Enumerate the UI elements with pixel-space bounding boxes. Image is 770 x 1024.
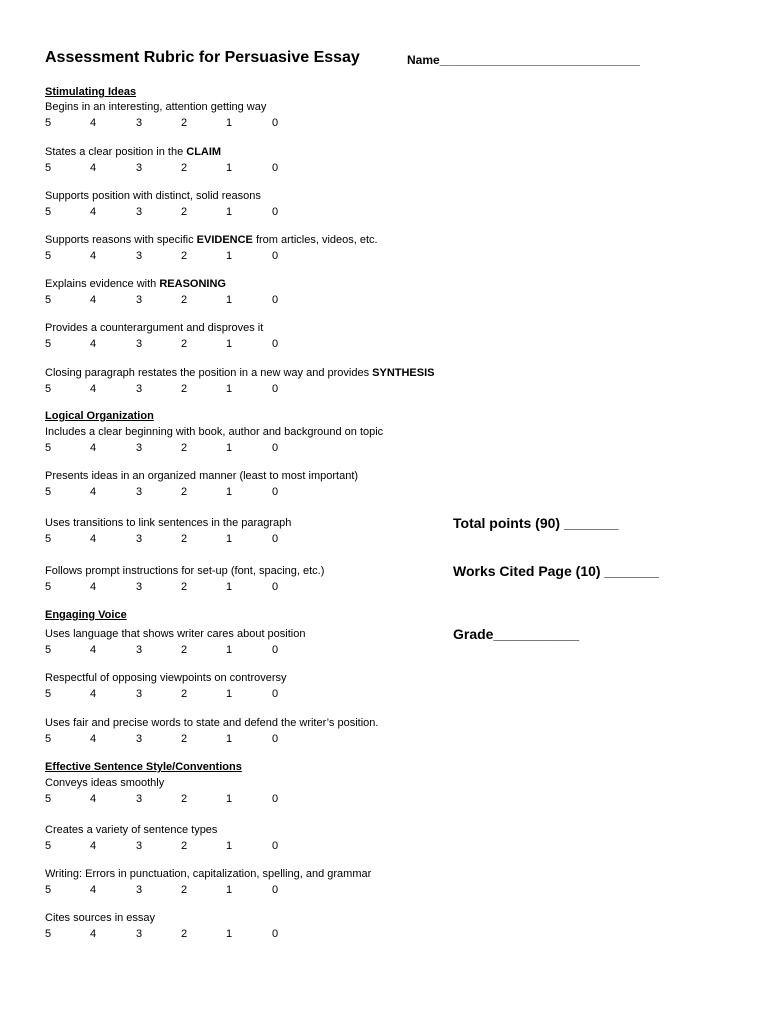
score-option: 1 (226, 533, 233, 545)
score-option: 1 (226, 644, 233, 656)
criterion-text (45, 278, 226, 290)
criterion-keyword: CLAIM (186, 146, 222, 158)
score-option: 2 (181, 688, 188, 700)
score-option: 1 (226, 486, 233, 498)
score-option: 2 (181, 793, 188, 805)
score-option: 5 (45, 840, 52, 852)
score-option: 0 (272, 533, 279, 545)
score-option: 3 (136, 581, 143, 593)
score-option: 3 (136, 250, 143, 262)
score-option: 3 (136, 206, 143, 218)
score-option: 3 (136, 840, 143, 852)
criterion-text (45, 101, 266, 113)
score-option: 5 (45, 533, 52, 545)
score-option: 2 (181, 581, 188, 593)
score-option: 1 (226, 688, 233, 700)
score-option: 2 (181, 884, 188, 896)
section-heading: Engaging Voice (45, 609, 127, 621)
score-option: 2 (181, 338, 188, 350)
score-option: 5 (45, 162, 52, 174)
score-option: 0 (272, 442, 279, 454)
score-option: 5 (45, 206, 52, 218)
score-option: 2 (181, 840, 188, 852)
score-option: 2 (181, 250, 188, 262)
score-option: 0 (272, 117, 279, 129)
criterion-text-part: Explains evidence with (45, 278, 160, 290)
score-option: 2 (181, 928, 188, 940)
score-option: 0 (272, 162, 279, 174)
score-option: 1 (226, 250, 233, 262)
score-option: 4 (90, 793, 97, 805)
score-option: 0 (272, 581, 279, 593)
criterion-text-part: Respectful of opposing viewpoints on controversy (45, 672, 287, 684)
score-option: 3 (136, 688, 143, 700)
score-option: 2 (181, 383, 188, 395)
criterion-text-part: from articles, videos, etc. (252, 234, 378, 246)
criterion-text-part: Uses transitions to link sentences in the paragraph (45, 517, 292, 529)
criterion-text-part: Uses fair and precise words to state and defend the writer’s position. (45, 717, 379, 729)
score-option: 5 (45, 442, 52, 454)
name-field-label: Name______________________________ (407, 53, 640, 67)
score-option: 1 (226, 884, 233, 896)
criterion-text (45, 146, 221, 158)
score-option: 1 (226, 206, 233, 218)
criterion-text (45, 322, 263, 334)
score-option: 4 (90, 338, 97, 350)
score-option: 5 (45, 486, 52, 498)
score-option: 5 (45, 294, 52, 306)
score-option: 4 (90, 533, 97, 545)
score-option: 1 (226, 793, 233, 805)
criterion-text-part: Provides a counterargument and disproves it (45, 322, 264, 334)
score-option: 2 (181, 294, 188, 306)
score-option: 4 (90, 383, 97, 395)
score-option: 0 (272, 486, 279, 498)
score-option: 3 (136, 486, 143, 498)
score-option: 4 (90, 688, 97, 700)
score-option: 3 (136, 383, 143, 395)
criterion-text (45, 470, 358, 482)
score-option: 4 (90, 162, 97, 174)
score-option: 1 (226, 581, 233, 593)
criterion-text-part: Cites sources in essay (45, 912, 156, 924)
section-heading: Effective Sentence Style/Conventions (45, 761, 242, 773)
section-heading: Logical Organization (45, 410, 154, 422)
score-option: 1 (226, 162, 233, 174)
score-option: 0 (272, 928, 279, 940)
criterion-text (45, 824, 217, 836)
score-option: 1 (226, 338, 233, 350)
score-option: 4 (90, 206, 97, 218)
score-option: 0 (272, 338, 279, 350)
total-points-label: Total points (90) _______ (453, 515, 619, 531)
score-option: 4 (90, 581, 97, 593)
criterion-text (45, 517, 291, 529)
score-option: 4 (90, 840, 97, 852)
score-option: 2 (181, 486, 188, 498)
score-option: 5 (45, 644, 52, 656)
score-option: 3 (136, 733, 143, 745)
score-option: 0 (272, 884, 279, 896)
score-option: 2 (181, 442, 188, 454)
criterion-text (45, 367, 435, 379)
criterion-keyword: REASONING (159, 278, 226, 290)
score-option: 5 (45, 733, 52, 745)
score-option: 2 (181, 117, 188, 129)
criterion-text (45, 912, 155, 924)
criterion-text-part: Writing: Errors in punctuation, capitalization, spelling, and grammar (45, 868, 372, 880)
score-option: 5 (45, 338, 52, 350)
score-option: 1 (226, 733, 233, 745)
section-heading: Stimulating Ideas (45, 86, 137, 98)
score-option: 3 (136, 884, 143, 896)
score-option: 5 (45, 793, 52, 805)
score-option: 4 (90, 884, 97, 896)
score-option: 0 (272, 688, 279, 700)
score-option: 3 (136, 442, 143, 454)
score-option: 4 (90, 733, 97, 745)
criterion-text (45, 426, 383, 438)
criterion-keyword: SYNTHESIS (372, 367, 435, 379)
score-option: 5 (45, 581, 52, 593)
score-option: 2 (181, 644, 188, 656)
score-option: 0 (272, 733, 279, 745)
score-option: 3 (136, 162, 143, 174)
score-option: 3 (136, 533, 143, 545)
criterion-text-part: Closing paragraph restates the position in a new way and provides (45, 367, 373, 379)
score-option: 5 (45, 688, 52, 700)
score-option: 4 (90, 442, 97, 454)
score-option: 4 (90, 250, 97, 262)
score-option: 1 (226, 117, 233, 129)
criterion-text-part: Conveys ideas smoothly (45, 777, 165, 789)
page-title: Assessment Rubric for Persuasive Essay (45, 49, 360, 66)
score-option: 4 (90, 644, 97, 656)
score-option: 0 (272, 840, 279, 852)
score-option: 3 (136, 294, 143, 306)
criterion-text (45, 565, 324, 577)
score-option: 4 (90, 928, 97, 940)
score-option: 0 (272, 206, 279, 218)
criterion-text-part: Follows prompt instructions for set-up (font, spacing, etc.) (45, 565, 325, 577)
score-option: 2 (181, 533, 188, 545)
criterion-text-part: Creates a variety of sentence types (45, 824, 218, 836)
score-option: 1 (226, 294, 233, 306)
criterion-text (45, 672, 287, 684)
score-option: 3 (136, 644, 143, 656)
score-option: 0 (272, 383, 279, 395)
criterion-text-part: Uses language that shows writer cares about position (45, 628, 306, 640)
criterion-text-part: Includes a clear beginning with book, author and background on topic (45, 426, 384, 438)
score-option: 3 (136, 117, 143, 129)
grade-label: Grade___________ (453, 626, 580, 642)
criterion-text (45, 234, 378, 246)
criterion-text (45, 190, 261, 202)
score-option: 2 (181, 733, 188, 745)
score-option: 0 (272, 250, 279, 262)
score-option: 4 (90, 486, 97, 498)
score-option: 0 (272, 644, 279, 656)
score-option: 2 (181, 206, 188, 218)
criterion-text-part: Supports reasons with specific (45, 234, 197, 246)
score-option: 0 (272, 793, 279, 805)
score-option: 5 (45, 383, 52, 395)
score-option: 1 (226, 840, 233, 852)
criterion-text-part: Supports position with distinct, solid reasons (45, 190, 261, 202)
score-option: 2 (181, 162, 188, 174)
score-option: 1 (226, 928, 233, 940)
works-cited-label: Works Cited Page (10) _______ (453, 563, 659, 579)
criterion-text (45, 717, 378, 729)
score-option: 5 (45, 884, 52, 896)
score-option: 3 (136, 793, 143, 805)
score-option: 3 (136, 338, 143, 350)
score-option: 1 (226, 383, 233, 395)
criterion-text-part: States a clear position in the (45, 146, 187, 158)
criterion-text (45, 868, 371, 880)
score-option: 4 (90, 117, 97, 129)
score-option: 5 (45, 928, 52, 940)
score-option: 3 (136, 928, 143, 940)
score-option: 0 (272, 294, 279, 306)
criterion-text-part: Begins in an interesting, attention getting way (45, 101, 267, 113)
score-option: 1 (226, 442, 233, 454)
score-option: 5 (45, 117, 52, 129)
score-option: 4 (90, 294, 97, 306)
criterion-text (45, 777, 164, 789)
criterion-text-part: Presents ideas in an organized manner (least to most important) (45, 470, 359, 482)
criterion-text (45, 628, 305, 640)
criterion-keyword: EVIDENCE (196, 234, 253, 246)
score-option: 5 (45, 250, 52, 262)
